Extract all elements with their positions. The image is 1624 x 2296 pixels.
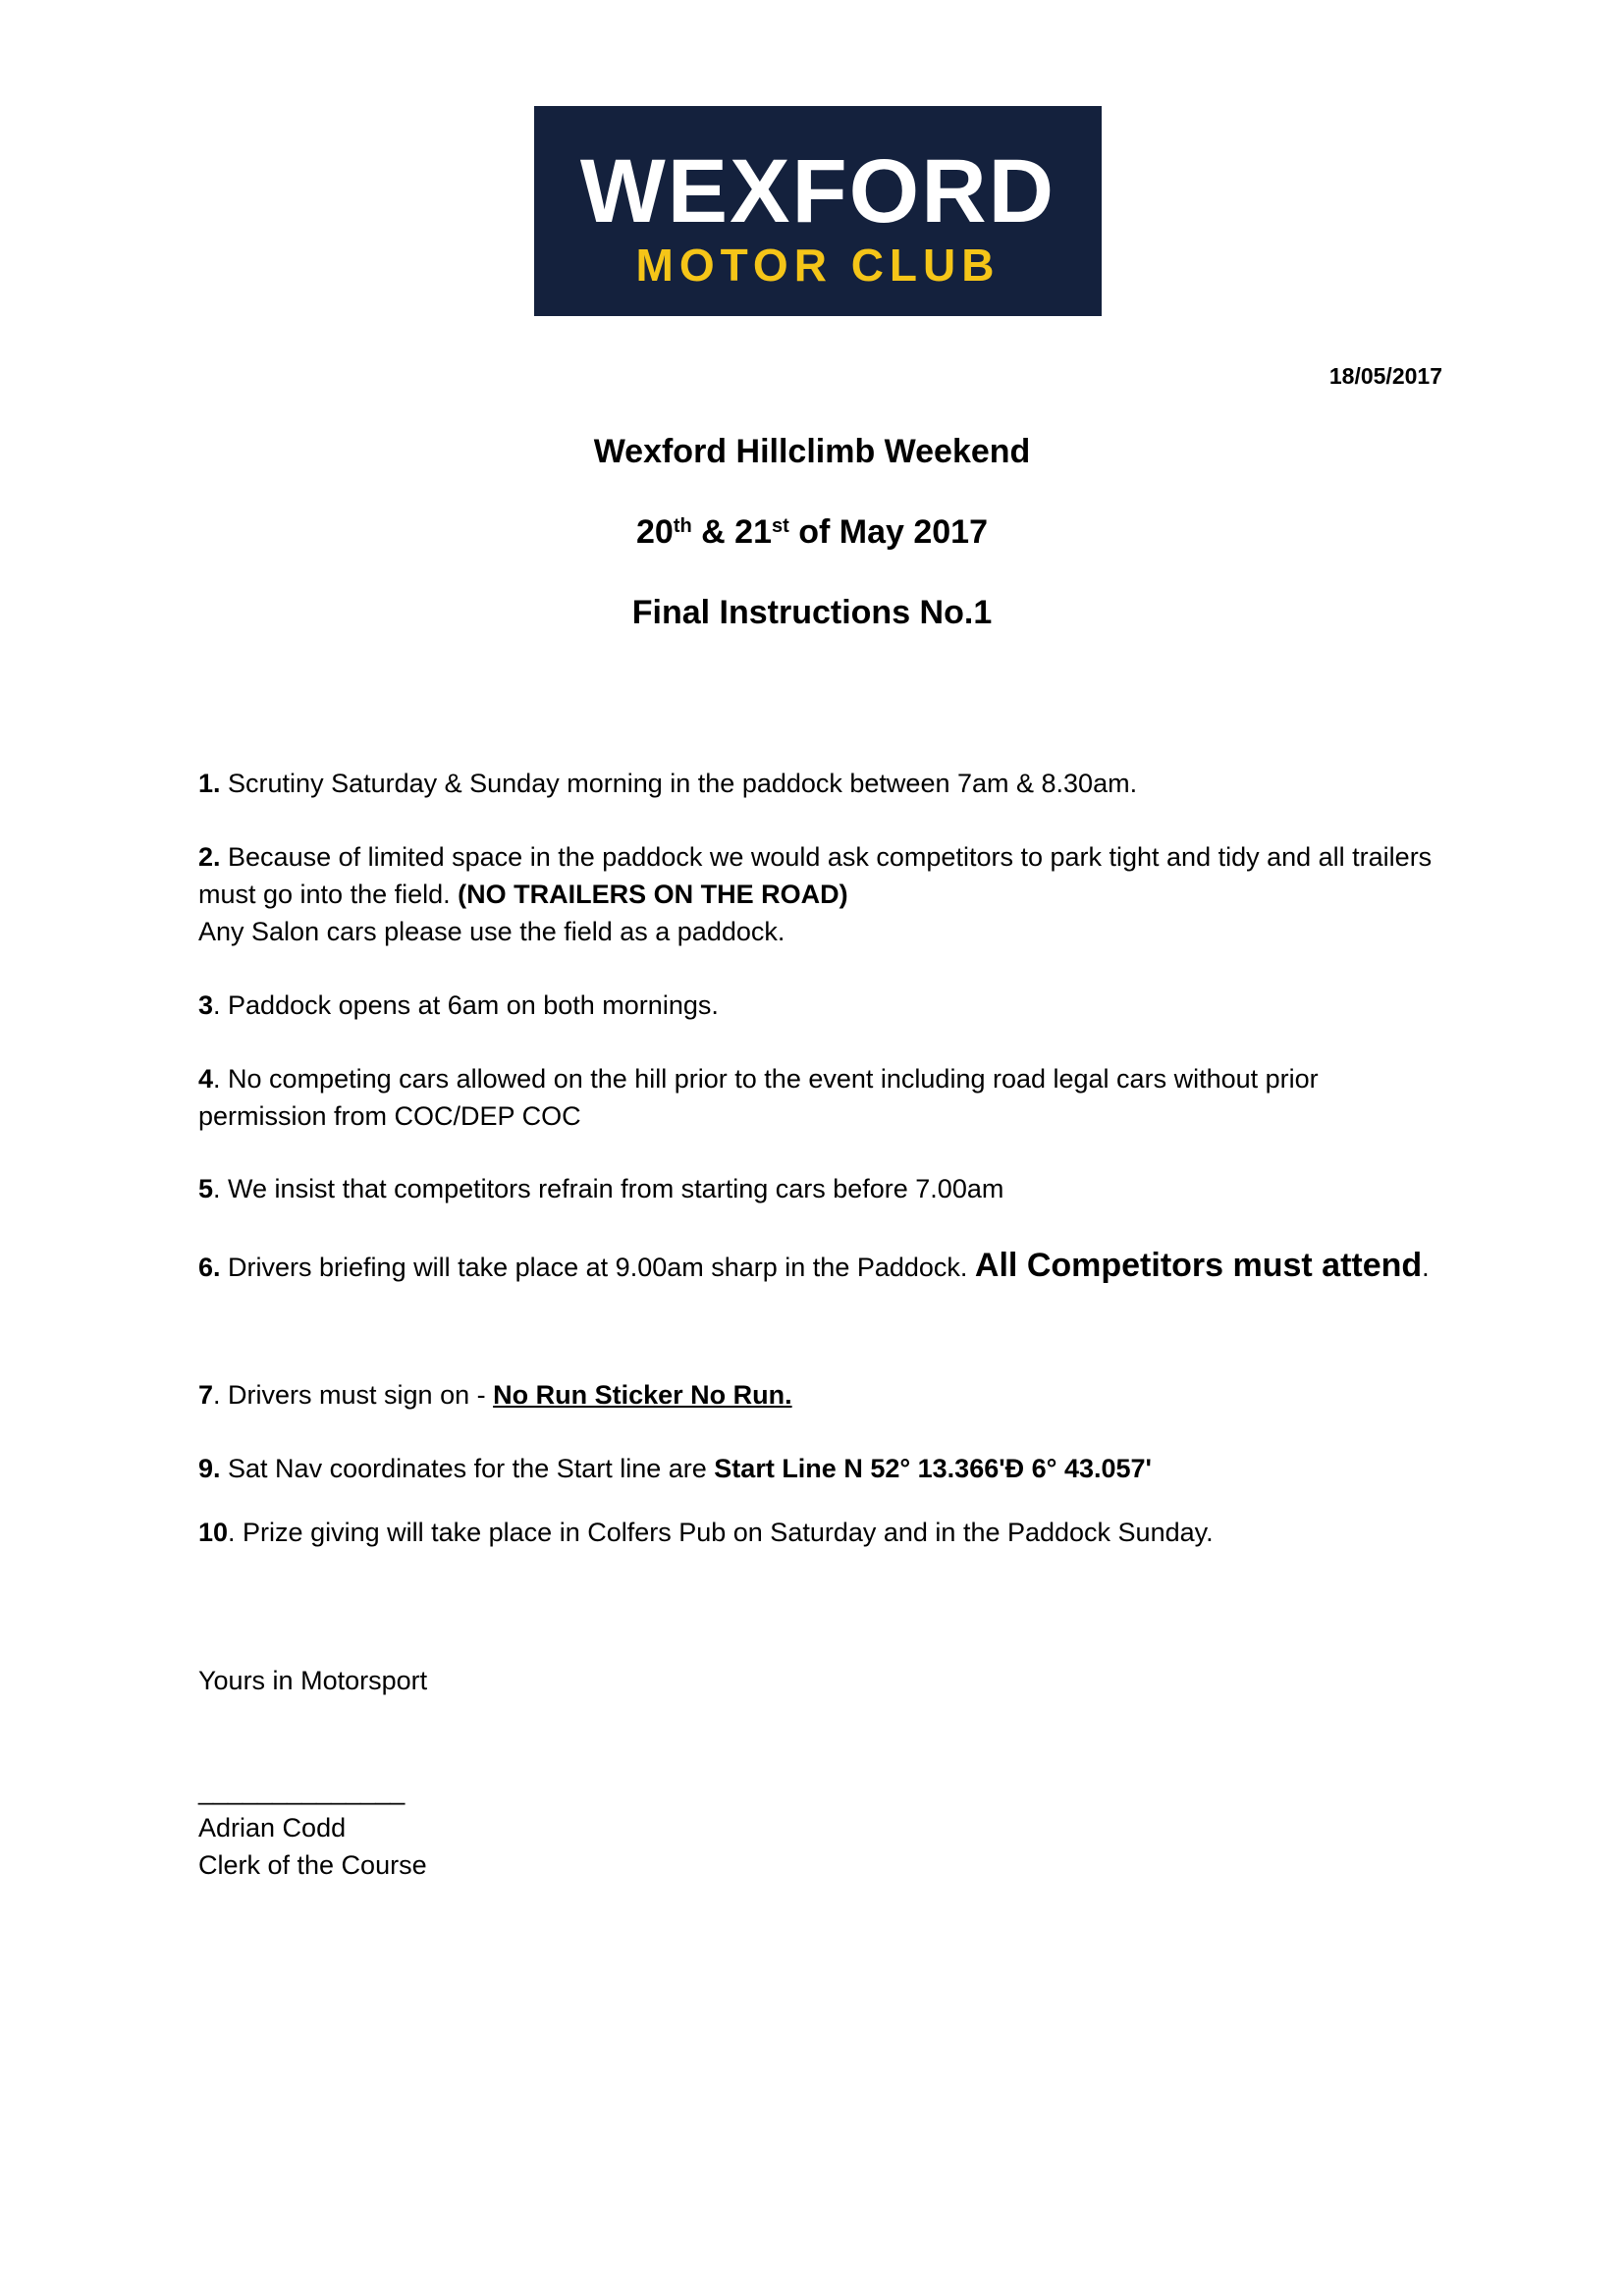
club-logo-graphic [534,106,1102,316]
signature-line: ______________ [198,1776,406,1805]
instruction-item-7: 7. Drivers must sign on - No Run Sticker No Run. [198,1380,792,1410]
instructions-title: Final Instructions No.1 [631,594,993,631]
closing-text: Yours in Motorsport [198,1666,428,1695]
instruction-item-4: 4. No competing cars allowed on the hill prior to the event including road legal cars without prior permission from COC/DEP COC [198,1064,1319,1131]
logo-title: WEXFORD [579,141,1056,241]
instruction-item-5: 5. We insist that competitors refrain from starting cars before 7.00am [198,1174,1004,1203]
instruction-item-10: 10. Prize giving will take place in Colfers Pub on Saturday and in the Paddock Sunday. [198,1518,1214,1547]
club-logo [534,106,1102,316]
event-title: Wexford Hillclimb Weekend [593,433,1031,470]
document-date: 18/05/2017 [1328,363,1442,389]
instruction-item-1: 1. Scrutiny Saturday & Sunday morning in the paddock between 7am & 8.30am. [198,769,1138,798]
event-dates: 20th & 21st of May 2017 [636,513,988,551]
signer-name: Adrian Codd [198,1813,347,1842]
instruction-item-6: 6. Drivers briefing will take place at 9.00am sharp in the Paddock. All Competitors must attend. [198,1247,1430,1284]
instruction-item-2: 2. Because of limited space in the paddock we would ask competitors to park tight and tidy and all trailers must go into the field. (NO TRAILERS ON THE ROAD) Any Salon cars please use the field as a paddock. [198,842,1433,946]
signer-role: Clerk of the Course [198,1850,427,1880]
logo-subtitle: MOTOR CLUB [635,240,1001,291]
instruction-item-3: 3. Paddock opens at 6am on both mornings. [198,990,719,1020]
instruction-item-9: 9. Sat Nav coordinates for the Start line are Start Line N 52° 13.366'Đ 6° 43.057' [198,1454,1152,1483]
